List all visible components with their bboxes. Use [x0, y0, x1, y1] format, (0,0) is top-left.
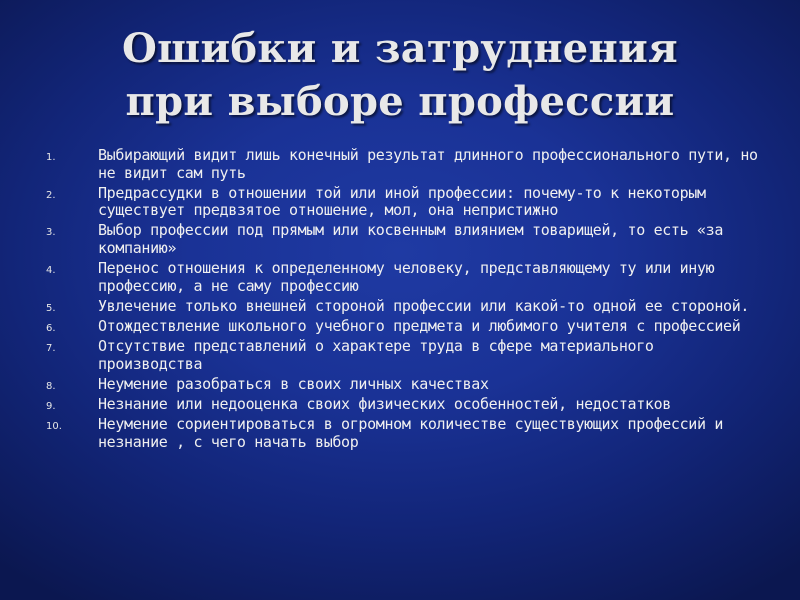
list-item-number: 8.	[46, 380, 56, 392]
list-item-number: 9.	[46, 401, 56, 412]
list-item	[46, 222, 766, 257]
list-item-text: Предрассудки в отношении той или иной профессии: почему-то к некоторым существует предвзятое отношение, мол, она непристижно	[98, 183, 706, 220]
list-item-text: Выбор профессии под прямым или косвенным влиянием товарищей, то есть «за компанию»	[98, 221, 724, 257]
list-item-text: Увлечение только внешней стороной профессии или какой-то одной ее стороной.	[98, 296, 750, 315]
list-item	[46, 396, 766, 414]
list-item-number: 6.	[46, 322, 56, 334]
list-item	[46, 260, 766, 295]
list-item-text: Отсутствие представлений о характере труда в сфере материального производства	[98, 337, 654, 373]
list-item	[46, 298, 766, 316]
list-item-number: 7.	[46, 343, 56, 355]
list-item-number: 5.	[46, 302, 56, 314]
slide-title	[0, 22, 800, 128]
list-item-text: Неумение сориентироваться в огромном количестве существующих профессий и незнание , с чего начать выбор	[98, 415, 724, 451]
list-item-text: Перенос отношения к определенному человеку, представляющему ту или иную профессию, а не саму профессию	[98, 259, 715, 295]
list-item	[46, 416, 766, 451]
slide-title-line-2: при выборе профессии	[125, 78, 675, 125]
list-item-text: Незнание или недооценка своих физических особенностей, недостатков	[98, 395, 671, 413]
list-item-text: Выбирающий видит лишь конечный результат длинного профессионального пути, но не видит сам путь	[98, 146, 758, 182]
list-item	[46, 338, 766, 373]
list-item-text: Неумение разобраться в своих личных качествах	[98, 374, 489, 393]
list-item-number: 10.	[46, 421, 62, 433]
list-item-number: 3.	[46, 227, 56, 239]
list-item-number: 1.	[46, 152, 56, 163]
list-item	[46, 376, 766, 394]
list-item	[46, 185, 766, 220]
list-item	[46, 147, 766, 182]
slide-title-line-1: Ошибки и затруднения	[122, 25, 678, 72]
numbered-list	[46, 147, 766, 454]
list-item-text: Отождествление школьного учебного предмета и любимого учителя с профессией	[98, 316, 741, 335]
list-item-number: 2.	[46, 189, 56, 201]
list-item	[46, 318, 766, 336]
list-item-number: 4.	[46, 265, 56, 277]
